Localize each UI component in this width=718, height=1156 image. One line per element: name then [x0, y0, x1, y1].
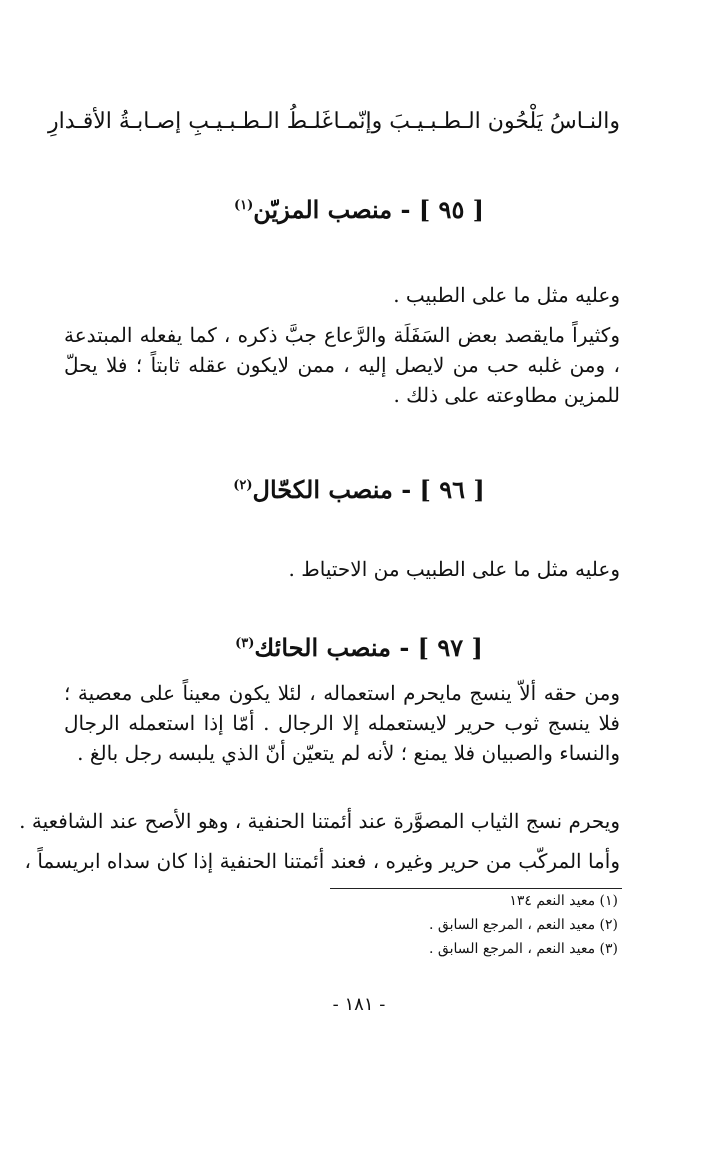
- paragraph: وعليه مثل ما على الطبيب من الاحتياط .: [288, 557, 620, 581]
- verse-second-hemistich: غَلـطُ الـطـبـيـبِ إصـابـةُ الأقـدارِ: [48, 109, 333, 134]
- paragraph: ويحرم نسج الثياب المصوَّرة عند أئمتنا الحنفية ، وهو الأصح عند الشافعية .: [19, 809, 620, 833]
- paragraph: وكثيراً مايقصد بعض السَفَلَة والرَّعاع جبَّ ذكره ، كما يفعله المبتدعة ، ومن غلبه حب من لايصل إليه ، ممن لايكون عقله ثابتاً ؛ فلا يحلّ للمزين مطاوعته على ذلك .: [64, 323, 620, 407]
- footnote-ref: (١): [233, 198, 254, 213]
- heading-dash: -: [401, 475, 412, 504]
- section-number: [ ٩٧ ]: [417, 633, 483, 662]
- section-title: منصب الحائك: [254, 633, 391, 662]
- section-number: [ ٩٦ ]: [419, 475, 485, 504]
- poem-verse: [40, 108, 620, 148]
- section-title: منصب المزيّن: [253, 195, 393, 224]
- paragraph: وعليه مثل ما على الطبيب .: [393, 283, 620, 307]
- section-title: منصب الكحّال: [252, 475, 393, 504]
- heading-dash: -: [400, 195, 411, 224]
- footnote: (٣) معيد النعم ، المرجع السابق .: [429, 941, 618, 957]
- footnote: (٢) معيد النعم ، المرجع السابق .: [429, 917, 618, 933]
- section-heading-96: [0, 466, 718, 506]
- paragraph: ومن حقه ألاّ ينسج مايحرم استعماله ، لئلا يكون معيناً على معصية ؛ فلا ينسج ثوب حرير لايستعمله إلا الرجال . أمّا إذا استعمله الرجال والنساء والصبيان فلا يمنع ؛ لأنه لم يتعيّن أنّ الذي يلبسه رجل بالغ .: [64, 681, 620, 765]
- section-number: [ ٩٥ ]: [418, 195, 485, 224]
- footnote-divider: [330, 888, 622, 889]
- section-heading-97: [0, 624, 718, 664]
- paragraph: وأما المركّب من حرير وغيره ، فعند أئمتنا الحنفية إذا كان سداه ابريسماً ،: [24, 849, 620, 873]
- verse-first-hemistich: والنـاسُ يَلْحُون الـطـبـيـبَ وإنّمـا: [333, 109, 620, 134]
- heading-dash: -: [399, 633, 410, 662]
- footnote-ref: (٣): [235, 636, 255, 651]
- page-number: - ١٨١ -: [332, 994, 386, 1015]
- footnote: (١) معيد النعم ١٣٤: [509, 893, 618, 909]
- footnote-ref: (٢): [233, 478, 253, 493]
- section-heading-95: [0, 186, 718, 226]
